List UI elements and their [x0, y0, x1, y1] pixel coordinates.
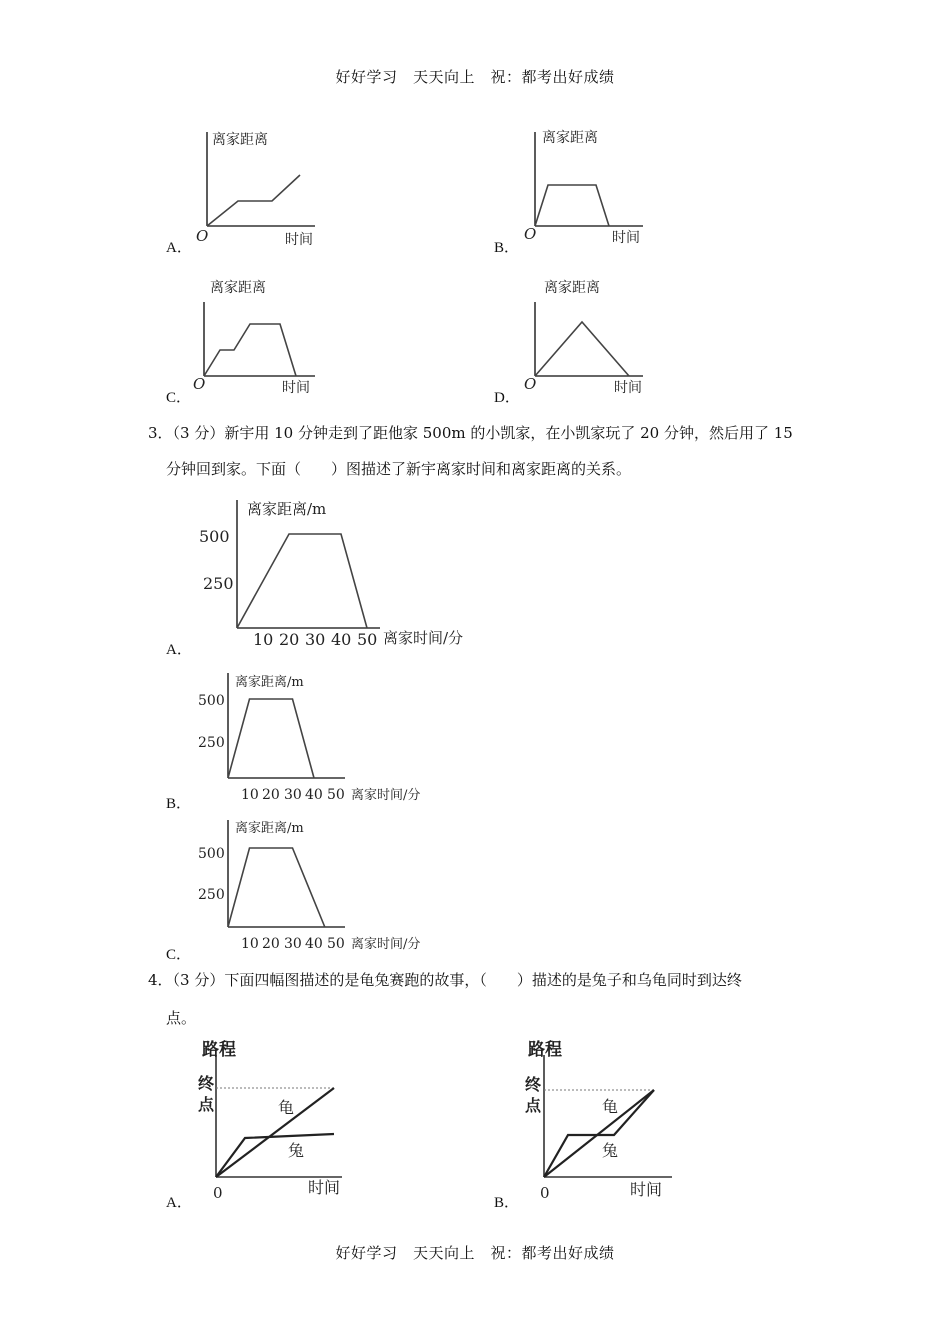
- distance-line: [204, 324, 296, 376]
- q4-text-line-1: 4．（3 分）下面四幅图描述的是龟兔赛跑的故事，（ ）描述的是兔子和乌龟同时到达终: [148, 971, 742, 989]
- distance-line: [237, 534, 367, 628]
- x-axis-label: 离家时间/分: [351, 937, 421, 952]
- finish-label-bottom: 点: [198, 1095, 215, 1114]
- x-axis-label: 时间: [612, 230, 640, 246]
- q2-graph-b: [518, 122, 658, 252]
- x-axis-label: 时间: [282, 380, 310, 396]
- y-tick-500: 500: [199, 527, 230, 546]
- distance-line: [535, 322, 629, 376]
- turtle-label: 龟: [602, 1097, 619, 1116]
- x-axis-label: 时间: [614, 380, 642, 396]
- distance-line: [207, 175, 300, 226]
- y-axis-label: 离家距离: [210, 280, 266, 296]
- q3-text-line-2: 分钟回到家。下面（ ）图描述了新宇离家时间和离家距离的关系。: [166, 460, 632, 478]
- q4-graph-b: [522, 1035, 692, 1205]
- origin-label: 0: [213, 1184, 223, 1202]
- origin-label: O: [193, 375, 206, 393]
- rabbit-label: 兔: [288, 1141, 305, 1160]
- y-axis-label: 离家距离/m: [247, 500, 327, 518]
- y-axis-label: 路程: [528, 1040, 562, 1060]
- x-axis-label: 离家时间/分: [351, 788, 421, 803]
- distance-line: [535, 185, 609, 226]
- x-tick-20: 20: [279, 630, 300, 649]
- turtle-line: [216, 1088, 334, 1177]
- q3-text-line-1: 3．（3 分）新宇用 10 分钟走到了距他家 500m 的小凯家，在小凯家玩了 20 分钟，然后用了 15: [148, 424, 793, 442]
- distance-line: [228, 699, 314, 778]
- finish-label-top: 终: [198, 1074, 215, 1093]
- x-tick-10: 10: [241, 936, 259, 952]
- origin-label: O: [524, 225, 537, 243]
- origin-label: O: [524, 375, 537, 393]
- x-tick-40: 40: [331, 630, 352, 649]
- q4-option-a-label: A．: [166, 1195, 192, 1211]
- distance-line: [228, 848, 325, 927]
- origin-label: O: [196, 227, 209, 245]
- x-tick-20: 20: [262, 936, 280, 952]
- finish-label-bottom: 点: [525, 1096, 542, 1115]
- x-axis-label: 时间: [308, 1178, 341, 1197]
- rabbit-label: 兔: [602, 1141, 619, 1160]
- q4-graph-a: [192, 1035, 362, 1205]
- page-header: 好好学习 天天向上 祝：都考出好成绩: [335, 68, 615, 86]
- x-tick-30: 30: [305, 630, 326, 649]
- rabbit-line: [216, 1134, 334, 1177]
- turtle-line: [544, 1090, 654, 1177]
- y-axis-label: 离家距离: [542, 130, 598, 146]
- y-axis-label: 离家距离/m: [235, 675, 304, 690]
- y-axis-label: 离家距离/m: [235, 821, 304, 836]
- x-tick-20: 20: [262, 787, 280, 803]
- x-axis-label: 离家时间/分: [383, 629, 464, 647]
- origin-label: 0: [540, 1184, 550, 1202]
- x-tick-50: 50: [327, 936, 345, 952]
- q3-graph-b: [195, 665, 445, 810]
- q2-option-c-label: C．: [166, 390, 192, 406]
- y-axis-label: 离家距离: [212, 132, 268, 148]
- q2-option-b-label: B．: [494, 240, 520, 256]
- x-tick-30: 30: [284, 787, 302, 803]
- finish-label-top: 终: [525, 1075, 542, 1094]
- x-tick-10: 10: [241, 787, 259, 803]
- q2-graph-c: [190, 272, 330, 402]
- y-tick-250: 250: [198, 735, 225, 751]
- y-tick-250: 250: [203, 574, 234, 593]
- q2-option-d-label: D．: [494, 390, 520, 406]
- y-tick-500: 500: [198, 693, 225, 709]
- x-tick-40: 40: [305, 936, 323, 952]
- y-tick-500: 500: [198, 846, 225, 862]
- q2-graph-d: [518, 272, 658, 402]
- q4-option-b-label: B．: [494, 1195, 520, 1211]
- q3-graph-a: [195, 492, 485, 652]
- q3-option-a-label: A．: [166, 642, 192, 658]
- x-tick-10: 10: [253, 630, 274, 649]
- y-axis-label: 离家距离: [544, 280, 600, 296]
- q2-option-a-label: A．: [166, 240, 192, 256]
- page-footer: 好好学习 天天向上 祝：都考出好成绩: [335, 1244, 615, 1262]
- q3-graph-c: [195, 812, 445, 957]
- q2-graph-a: [190, 122, 330, 252]
- x-tick-30: 30: [284, 936, 302, 952]
- q3-option-b-label: B．: [166, 796, 192, 812]
- x-axis-label: 时间: [630, 1180, 663, 1199]
- x-tick-40: 40: [305, 787, 323, 803]
- x-axis-label: 时间: [285, 232, 313, 248]
- turtle-label: 龟: [278, 1098, 295, 1117]
- y-axis-label: 路程: [202, 1040, 236, 1060]
- q4-text-line-2: 点。: [166, 1009, 197, 1027]
- x-tick-50: 50: [327, 787, 345, 803]
- x-tick-50: 50: [357, 630, 378, 649]
- y-tick-250: 250: [198, 887, 225, 903]
- q3-option-c-label: C．: [166, 947, 192, 963]
